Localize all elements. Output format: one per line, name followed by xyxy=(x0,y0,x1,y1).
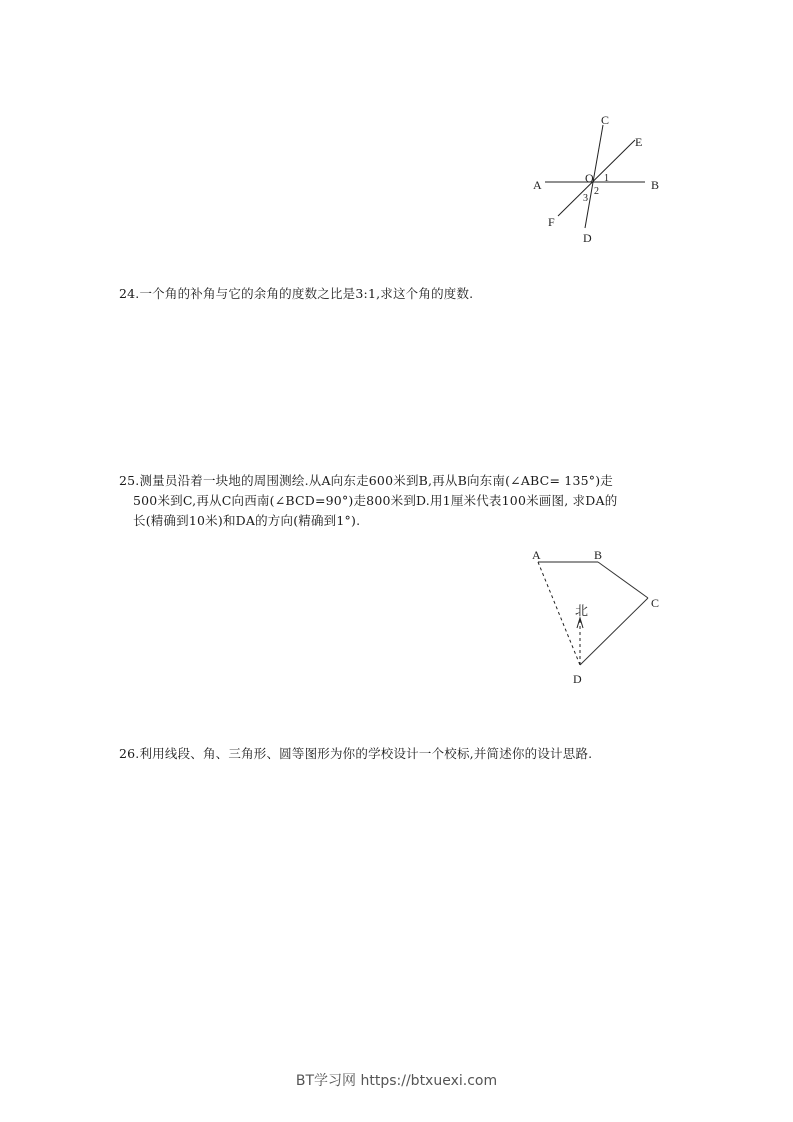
label-d: D xyxy=(573,672,582,686)
label-north: 北 xyxy=(575,603,589,618)
question-26 xyxy=(119,744,592,764)
figure-survey-path xyxy=(520,540,670,690)
question-25-line-1: 25.测量员沿着一块地的周围测绘.从A向东走600米到B,再从B向东南(∠ABC= 135°)走 xyxy=(119,473,613,488)
label-a: A xyxy=(533,178,542,192)
label-d: D xyxy=(583,231,592,245)
label-c: C xyxy=(651,596,660,610)
label-o: O xyxy=(585,171,594,185)
label-a: A xyxy=(532,548,541,562)
label-f: F xyxy=(548,215,555,229)
question-24 xyxy=(119,284,473,304)
footer-watermark: BT学习网 https://btxuexi.com xyxy=(295,1073,498,1089)
figure-intersecting-lines xyxy=(520,100,680,250)
label-angle-2: 2 xyxy=(594,186,599,197)
question-25-line-2: 500米到C,再从C向西南(∠BCD=90°)走800米到D.用1厘米代表100米画图, 求DA的 xyxy=(133,493,618,508)
label-angle-1: 1 xyxy=(604,173,609,184)
label-c: C xyxy=(601,113,610,127)
label-e: E xyxy=(635,135,643,149)
label-b: B xyxy=(651,178,660,192)
question-25-line-3: 长(精确到10米)和DA的方向(精确到1°). xyxy=(133,513,361,528)
question-25 xyxy=(119,471,617,531)
label-b: B xyxy=(594,548,603,562)
question-24-text: 24.一个角的补角与它的余角的度数之比是3:1,求这个角的度数. xyxy=(119,286,474,301)
question-26-text: 26.利用线段、角、三角形、圆等图形为你的学校设计一个校标,并简述你的设计思路. xyxy=(119,746,593,761)
label-angle-3: 3 xyxy=(583,193,588,204)
